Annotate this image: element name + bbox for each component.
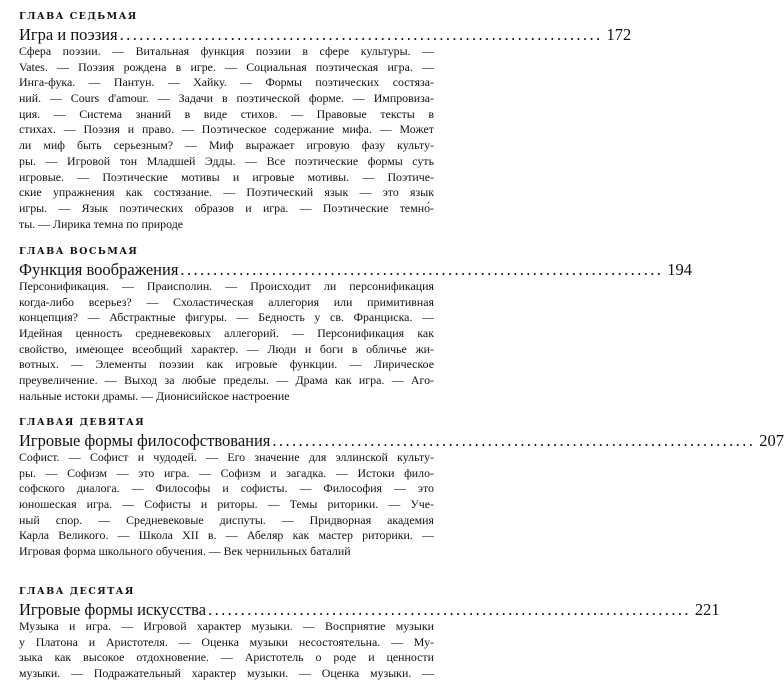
summary-line: ты. — Лирика темна по природе [19,216,184,231]
summary-line: Идейная ценность средневековых аллегорий. — Персонификация как [19,326,434,341]
summary-line: зыка как высокое отдохновение. — Аристотель о роде и ценности [19,650,434,665]
chapter-title: Игровые формы философствования [19,431,271,450]
summary-line: ний. — Cours d'amour. — Задачи в поэтической форме. — Импровиза- [19,91,434,106]
page-number: 194 [667,260,693,279]
summary-line: ские упражнения как состязание. — Поэтический язык — это язык [19,185,434,200]
summary-line: Музыка и игра. — Игровой характер музыки. — Восприятие музыки [19,619,434,633]
page-number: 207 [759,431,784,450]
summary-line: софского диалога. — Философы и софисты. — Философия — это [19,481,434,496]
summary-line: стихах. — Поэзия и право. — Поэтическое содержание мифа. — Может [19,122,434,137]
chapter-eight [19,246,693,405]
summary-line: ры. — Софизм — это игра. — Софизм и загадка. — Истоки фило- [19,465,434,480]
leader-dots: .......................................................................... [119,25,603,44]
leader-dots: .......................................................................... [180,260,664,279]
chapter-title: Функция воображения [19,260,179,279]
summary-line: ли миф быть серьезным? — Миф выражает игровую фазу культу- [19,138,434,153]
chapter-ten [19,586,720,682]
summary-line: концепция? — Абстрактные фигуры. — Бедность у св. Франциска. — [19,310,434,325]
chapter-summary [19,619,434,682]
summary-line: Софист. — Софист и чудодей. — Его значение для эллинской культу- [19,450,434,464]
chapter-title-row [19,600,720,619]
summary-line: Сфера поэзии. — Витальная функция поэзии в сфере культуры. — [19,44,434,58]
summary-line: юношеская игра. — Софисты и риторы. — Темы риторики. — Уче- [19,497,434,512]
summary-line: преувеличение. — Выход за любые пределы. — Драма как игра. — Аго- [19,373,434,388]
page-number: 172 [606,25,632,44]
summary-line: игровые. — Поэтические мотивы и игровые мотивы. — Поэтиче- [19,169,434,184]
chapter-nine [19,417,784,560]
summary-line: у Платона и Аристотеля. — Оценка музыки несостоятельна. — Му- [19,634,434,649]
summary-line: игры. — Язык поэтических образов и игра. — Поэтические темно́- [19,200,434,215]
leader-dots: .......................................................................... [272,431,756,450]
summary-line: свойство, имеющее всеобщий характер. — Люди и боги в обличье жи- [19,341,434,356]
chapter-title-row [19,25,632,44]
summary-line: нальные истоки драмы. — Дионисийское настроение [19,388,290,403]
summary-line: Игровая форма школьного обучения. — Век чернильных баталий [19,544,351,559]
chapter-label: ГЛАВА ВОСЬМАЯ [19,246,139,257]
chapter-seven [19,11,632,232]
summary-line: ный спор. — Средневековые диспуты. — Придворная академия [19,512,434,527]
chapter-label: ГЛАВА СЕДЬМАЯ [19,11,138,22]
chapter-summary [19,279,434,405]
chapter-summary [19,44,434,232]
summary-line: ция. — Система знаний в виде стихов. — Правовые тексты в [19,106,434,121]
chapter-label: ГЛАВА ДЕСЯТАЯ [19,586,135,597]
chapter-title-row [19,431,784,450]
summary-line: Карла Великого. — Школа XII в. — Абеляр как мастер риторики. — [19,528,434,543]
summary-line: музыки. — Подражательный характер музыки. — Оценка музыки. — [19,666,434,681]
summary-line: Персонификация. — Праисполин. — Происходит ли персонификация [19,279,434,293]
summary-line: ры. — Игровой тон Младшей Эдды. — Все поэтические формы суть [19,153,434,168]
chapter-title: Игровые формы искусства [19,600,207,619]
chapter-label: ГЛАВАЯ ДЕВЯТАЯ [19,417,146,428]
chapter-summary [19,450,434,560]
page-number: 221 [694,600,720,619]
summary-line: когда-либо всерьез? — Схоластическая аллегория или примитивная [19,294,434,309]
chapter-title: Игра и поэзия [19,25,118,44]
summary-line: Vates. — Поэзия рождена в игре. — Социальная поэтическая игра. — [19,59,434,74]
chapter-title-row [19,260,693,279]
leader-dots: .......................................................................... [208,600,691,619]
summary-line: вотных. — Элементы поэзии как игровые функции. — Лирическое [19,357,434,372]
summary-line: Инга-фука. — Пантун. — Хайку. — Формы поэтических состяза- [19,75,434,90]
